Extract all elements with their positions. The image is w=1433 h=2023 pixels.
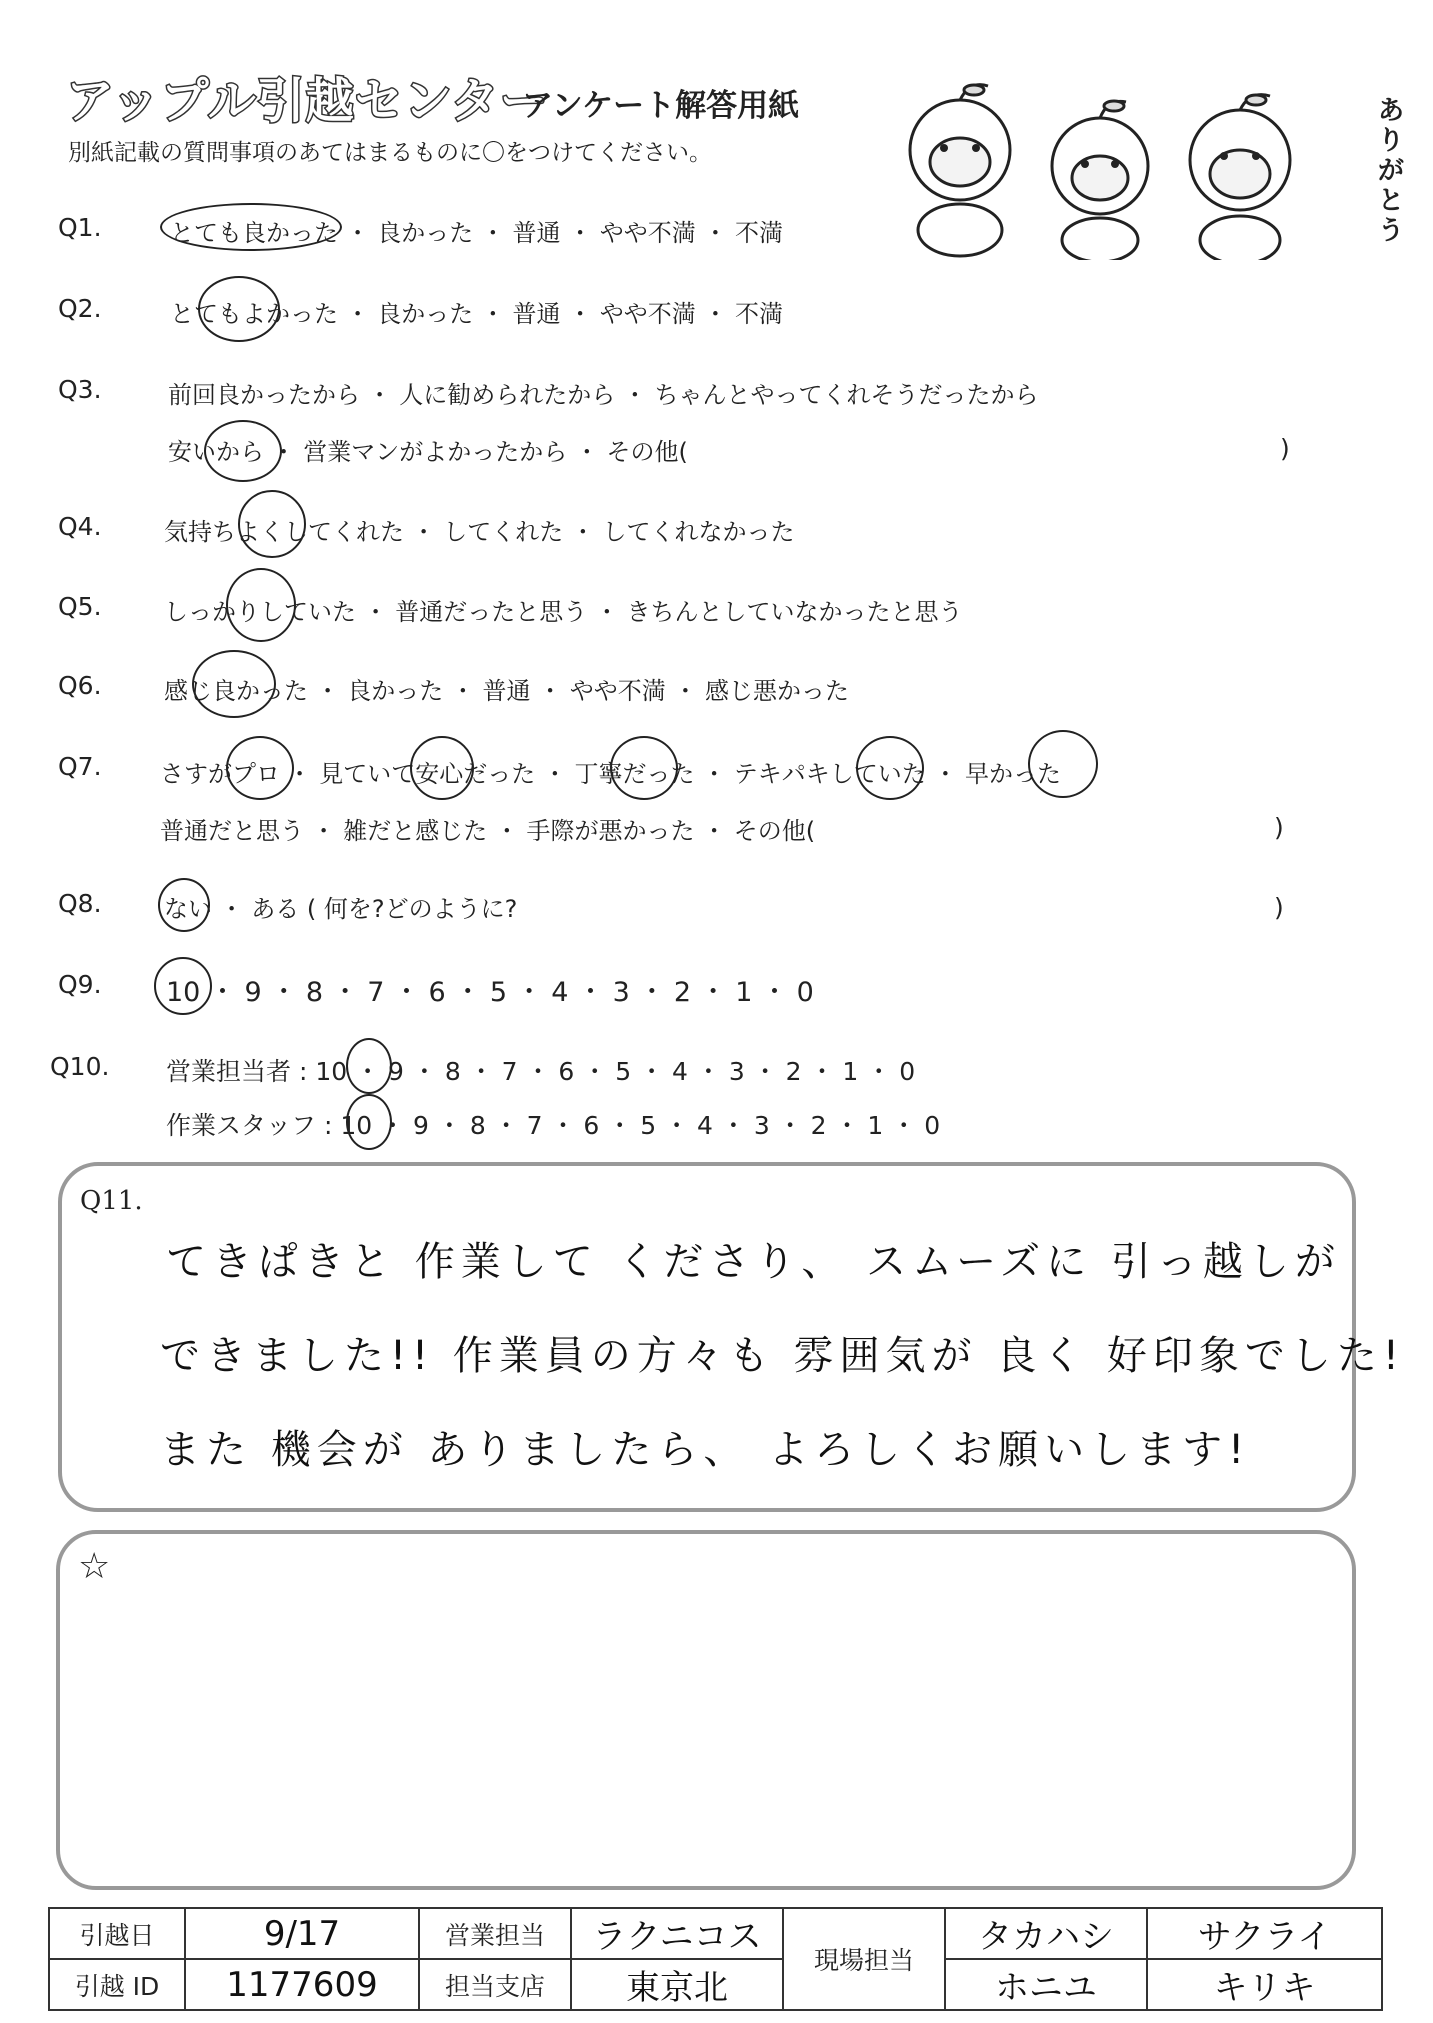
form-title: アンケート解答用紙 <box>522 88 800 124</box>
q6-selection-circle <box>192 650 276 718</box>
star-comment-box[interactable] <box>56 1530 1356 1890</box>
q10-staff-selection-circle <box>346 1094 392 1150</box>
q9-selection-circle <box>154 957 212 1015</box>
q2-selection-circle <box>198 276 280 342</box>
site-staff-1: タカハシ <box>945 1908 1147 1959</box>
q7-number: Q7. <box>58 752 102 781</box>
branch-value: 東京北 <box>571 1959 783 2010</box>
q8-options[interactable]: ない ・ ある ( 何を?どのように? <box>164 895 518 923</box>
q11-comment-line1: てきぱきと 作業して くださり、 スムーズに 引っ越しが <box>166 1239 1341 1285</box>
q7-selection-circle-5 <box>1028 730 1098 798</box>
q9-scale[interactable]: 10 ・ 9 ・ 8 ・ 7 ・ 6 ・ 5 ・ 4 ・ 3 ・ 2 ・ 1 ・ 0 <box>166 977 814 1008</box>
q11-comment-line3: また 機会が ありましたら、 よろしくお願いします! <box>160 1427 1251 1473</box>
monkey-middle-icon <box>1052 101 1148 260</box>
footer-info-table <box>48 1907 1383 2011</box>
q7-selection-circle-4 <box>856 736 924 800</box>
sales-value: ラクニコス <box>571 1908 783 1959</box>
q8-selection-circle <box>158 878 210 932</box>
q8-number: Q8. <box>58 889 102 918</box>
q1-number: Q1. <box>58 213 102 242</box>
mascot-monkeys-illustration <box>880 80 1350 260</box>
instruction-text: 別紙記載の質問事項のあてはまるものに〇をつけてください。 <box>68 140 712 166</box>
q10-sales-selection-circle <box>346 1038 392 1094</box>
q4-options[interactable]: 気持ちよくしてくれた ・ してくれた ・ してくれなかった <box>164 518 795 546</box>
sales-label: 営業担当 <box>419 1908 571 1959</box>
q7-paren-close: ) <box>1274 813 1284 842</box>
q6-number: Q6. <box>58 671 102 700</box>
q3-paren-close: ) <box>1280 434 1290 463</box>
site-staff-4: キリキ <box>1147 1959 1382 2010</box>
q7-selection-circle-1 <box>226 736 294 800</box>
q3-selection-circle <box>204 420 282 482</box>
q3-number: Q3. <box>58 375 102 404</box>
q7-options-line1[interactable]: さすがプロ ・ 見ていて安心だった ・ 丁寧だった ・ テキパキしていた ・ 早かった <box>160 760 1062 788</box>
thanks-text: ありがとう <box>1378 96 1405 246</box>
q5-selection-circle <box>226 568 296 642</box>
q9-number: Q9. <box>58 970 102 999</box>
q10-number: Q10. <box>50 1052 110 1081</box>
q3-options-line1[interactable]: 前回良かったから ・ 人に勧められたから ・ ちゃんとやってくれそうだったから <box>168 381 1039 409</box>
q5-options[interactable]: しっかりしていた ・ 普通だったと思う ・ きちんとしていなかったと思う <box>164 598 963 626</box>
site-label: 現場担当 <box>783 1908 945 2010</box>
q5-number: Q5. <box>58 592 102 621</box>
monkey-left-icon <box>910 85 1010 256</box>
q3-options-line2[interactable]: 安いから ・ 営業マンがよかったから ・ その他( <box>168 438 688 466</box>
q7-selection-circle-2 <box>410 736 474 800</box>
move-id-value: 1177609 <box>185 1959 419 2010</box>
site-staff-3: ホニユ <box>945 1959 1147 2010</box>
branch-label: 担当支店 <box>419 1959 571 2010</box>
q11-label: Q11. <box>80 1186 143 1216</box>
q2-options[interactable]: とてもよかった ・ 良かった ・ 普通 ・ やや不満 ・ 不満 <box>170 300 784 328</box>
q2-number: Q2. <box>58 294 102 323</box>
q4-selection-circle <box>238 490 306 558</box>
q1-selection-circle <box>160 203 342 251</box>
move-date-label: 引越日 <box>49 1908 185 1959</box>
q7-options-line2[interactable]: 普通だと思う ・ 雑だと感じた ・ 手際が悪かった ・ その他( <box>160 817 816 845</box>
move-id-label: 引越 ID <box>49 1959 185 2010</box>
q6-options[interactable]: 感じ良かった ・ 良かった ・ 普通 ・ やや不満 ・ 感じ悪かった <box>164 677 850 705</box>
q7-selection-circle-3 <box>610 736 678 800</box>
q8-paren-close: ) <box>1274 893 1284 922</box>
company-name: アップル引越センター <box>66 73 549 129</box>
move-date-value: 9/17 <box>185 1908 419 1959</box>
q11-comment-line2: できました!! 作業員の方々も 雰囲気が 良く 好印象でした! <box>160 1333 1405 1379</box>
q10-staff-scale[interactable]: 作業スタッフ : 10 ・ 9 ・ 8 ・ 7 ・ 6 ・ 5 ・ 4 ・ 3 ・ 2 ・ 1 ・ 0 <box>166 1111 941 1140</box>
star-label: ☆ <box>78 1546 111 1587</box>
q4-number: Q4. <box>58 512 102 541</box>
q10-sales-scale[interactable]: 営業担当者 : 10 ・ 9 ・ 8 ・ 7 ・ 6 ・ 5 ・ 4 ・ 3 ・ 2 ・ 1 ・ 0 <box>166 1057 916 1086</box>
monkey-right-icon <box>1190 95 1290 260</box>
q1-options[interactable]: とても良かった ・ 良かった ・ 普通 ・ やや不満 ・ 不満 <box>170 219 784 247</box>
site-staff-2: サクライ <box>1147 1908 1382 1959</box>
